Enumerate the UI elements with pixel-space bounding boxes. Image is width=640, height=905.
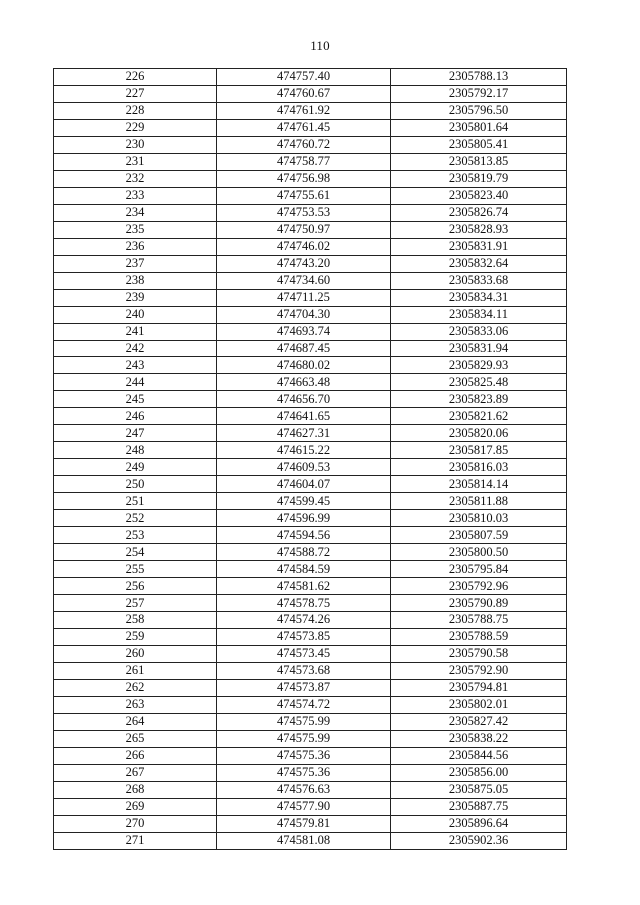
table-row xyxy=(54,306,567,323)
point-number-cell: 269 xyxy=(54,798,217,815)
point-number-cell: 244 xyxy=(54,374,217,391)
y-coordinate-cell: 2305807.59 xyxy=(391,527,567,544)
y-coordinate-cell: 2305816.03 xyxy=(391,459,567,476)
x-coordinate-cell: 474760.67 xyxy=(217,85,391,102)
x-coordinate-cell: 474574.26 xyxy=(217,612,391,629)
table-row xyxy=(54,781,567,798)
x-coordinate-cell: 474680.02 xyxy=(217,357,391,374)
x-coordinate-cell: 474753.53 xyxy=(217,204,391,221)
table-row xyxy=(54,527,567,544)
table-row xyxy=(54,102,567,119)
table-row xyxy=(54,340,567,357)
point-number-cell: 265 xyxy=(54,730,217,747)
y-coordinate-cell: 2305817.85 xyxy=(391,442,567,459)
x-coordinate-cell: 474604.07 xyxy=(217,476,391,493)
table-row xyxy=(54,798,567,815)
x-coordinate-cell: 474573.85 xyxy=(217,628,391,645)
table-row xyxy=(54,119,567,136)
point-number-cell: 237 xyxy=(54,255,217,272)
x-coordinate-cell: 474663.48 xyxy=(217,374,391,391)
point-number-cell: 240 xyxy=(54,306,217,323)
y-coordinate-cell: 2305821.62 xyxy=(391,408,567,425)
point-number-cell: 247 xyxy=(54,425,217,442)
x-coordinate-cell: 474743.20 xyxy=(217,255,391,272)
x-coordinate-cell: 474574.72 xyxy=(217,696,391,713)
x-coordinate-cell: 474734.60 xyxy=(217,272,391,289)
y-coordinate-cell: 2305902.36 xyxy=(391,832,567,849)
table-row xyxy=(54,289,567,306)
y-coordinate-cell: 2305788.13 xyxy=(391,69,567,86)
x-coordinate-cell: 474656.70 xyxy=(217,391,391,408)
y-coordinate-cell: 2305792.17 xyxy=(391,85,567,102)
x-coordinate-cell: 474627.31 xyxy=(217,425,391,442)
y-coordinate-cell: 2305832.64 xyxy=(391,255,567,272)
table-row xyxy=(54,323,567,340)
point-number-cell: 233 xyxy=(54,187,217,204)
x-coordinate-cell: 474641.65 xyxy=(217,408,391,425)
y-coordinate-cell: 2305810.03 xyxy=(391,510,567,527)
x-coordinate-cell: 474573.45 xyxy=(217,645,391,662)
point-number-cell: 230 xyxy=(54,136,217,153)
y-coordinate-cell: 2305813.85 xyxy=(391,153,567,170)
y-coordinate-cell: 2305831.94 xyxy=(391,340,567,357)
x-coordinate-cell: 474575.99 xyxy=(217,713,391,730)
point-number-cell: 271 xyxy=(54,832,217,849)
table-row xyxy=(54,679,567,696)
point-number-cell: 248 xyxy=(54,442,217,459)
table-row xyxy=(54,442,567,459)
page-number: 110 xyxy=(310,38,330,53)
y-coordinate-cell: 2305875.05 xyxy=(391,781,567,798)
y-coordinate-cell: 2305820.06 xyxy=(391,425,567,442)
point-number-cell: 250 xyxy=(54,476,217,493)
point-number-cell: 226 xyxy=(54,69,217,86)
point-number-cell: 235 xyxy=(54,221,217,238)
table-row xyxy=(54,85,567,102)
x-coordinate-cell: 474599.45 xyxy=(217,493,391,510)
point-number-cell: 228 xyxy=(54,102,217,119)
x-coordinate-cell: 474573.68 xyxy=(217,662,391,679)
x-coordinate-cell: 474596.99 xyxy=(217,510,391,527)
y-coordinate-cell: 2305896.64 xyxy=(391,815,567,832)
point-number-cell: 245 xyxy=(54,391,217,408)
x-coordinate-cell: 474687.45 xyxy=(217,340,391,357)
x-coordinate-cell: 474760.72 xyxy=(217,136,391,153)
point-number-cell: 267 xyxy=(54,764,217,781)
table-row xyxy=(54,544,567,561)
point-number-cell: 260 xyxy=(54,645,217,662)
point-number-cell: 231 xyxy=(54,153,217,170)
x-coordinate-cell: 474746.02 xyxy=(217,238,391,255)
x-coordinate-cell: 474575.36 xyxy=(217,747,391,764)
y-coordinate-cell: 2305795.84 xyxy=(391,561,567,578)
y-coordinate-cell: 2305790.89 xyxy=(391,595,567,612)
x-coordinate-cell: 474757.40 xyxy=(217,69,391,86)
y-coordinate-cell: 2305792.96 xyxy=(391,578,567,595)
point-number-cell: 270 xyxy=(54,815,217,832)
y-coordinate-cell: 2305887.75 xyxy=(391,798,567,815)
y-coordinate-cell: 2305790.58 xyxy=(391,645,567,662)
point-number-cell: 242 xyxy=(54,340,217,357)
point-number-cell: 238 xyxy=(54,272,217,289)
x-coordinate-cell: 474581.08 xyxy=(217,832,391,849)
y-coordinate-cell: 2305856.00 xyxy=(391,764,567,781)
y-coordinate-cell: 2305796.50 xyxy=(391,102,567,119)
x-coordinate-cell: 474577.90 xyxy=(217,798,391,815)
x-coordinate-cell: 474576.63 xyxy=(217,781,391,798)
x-coordinate-cell: 474750.97 xyxy=(217,221,391,238)
table-row xyxy=(54,153,567,170)
table-row xyxy=(54,391,567,408)
table-row xyxy=(54,136,567,153)
y-coordinate-cell: 2305819.79 xyxy=(391,170,567,187)
y-coordinate-cell: 2305823.89 xyxy=(391,391,567,408)
y-coordinate-cell: 2305834.31 xyxy=(391,289,567,306)
point-number-cell: 227 xyxy=(54,85,217,102)
y-coordinate-cell: 2305805.41 xyxy=(391,136,567,153)
y-coordinate-cell: 2305826.74 xyxy=(391,204,567,221)
x-coordinate-cell: 474584.59 xyxy=(217,561,391,578)
point-number-cell: 246 xyxy=(54,408,217,425)
x-coordinate-cell: 474573.87 xyxy=(217,679,391,696)
coordinates-table xyxy=(53,68,567,850)
y-coordinate-cell: 2305800.50 xyxy=(391,544,567,561)
y-coordinate-cell: 2305811.88 xyxy=(391,493,567,510)
point-number-cell: 241 xyxy=(54,323,217,340)
table-row xyxy=(54,628,567,645)
x-coordinate-cell: 474756.98 xyxy=(217,170,391,187)
table-row xyxy=(54,459,567,476)
x-coordinate-cell: 474693.74 xyxy=(217,323,391,340)
table-row xyxy=(54,561,567,578)
table-row xyxy=(54,272,567,289)
y-coordinate-cell: 2305825.48 xyxy=(391,374,567,391)
point-number-cell: 262 xyxy=(54,679,217,696)
table-row xyxy=(54,815,567,832)
table-row xyxy=(54,238,567,255)
y-coordinate-cell: 2305844.56 xyxy=(391,747,567,764)
table-row xyxy=(54,713,567,730)
table-row xyxy=(54,730,567,747)
y-coordinate-cell: 2305802.01 xyxy=(391,696,567,713)
x-coordinate-cell: 474755.61 xyxy=(217,187,391,204)
point-number-cell: 253 xyxy=(54,527,217,544)
point-number-cell: 249 xyxy=(54,459,217,476)
x-coordinate-cell: 474594.56 xyxy=(217,527,391,544)
y-coordinate-cell: 2305792.90 xyxy=(391,662,567,679)
y-coordinate-cell: 2305794.81 xyxy=(391,679,567,696)
table-row xyxy=(54,255,567,272)
y-coordinate-cell: 2305838.22 xyxy=(391,730,567,747)
coordinates-table-body xyxy=(54,69,567,850)
point-number-cell: 261 xyxy=(54,662,217,679)
table-row xyxy=(54,595,567,612)
table-row xyxy=(54,425,567,442)
y-coordinate-cell: 2305801.64 xyxy=(391,119,567,136)
y-coordinate-cell: 2305831.91 xyxy=(391,238,567,255)
x-coordinate-cell: 474575.99 xyxy=(217,730,391,747)
x-coordinate-cell: 474578.75 xyxy=(217,595,391,612)
table-row xyxy=(54,696,567,713)
point-number-cell: 266 xyxy=(54,747,217,764)
x-coordinate-cell: 474579.81 xyxy=(217,815,391,832)
point-number-cell: 234 xyxy=(54,204,217,221)
point-number-cell: 251 xyxy=(54,493,217,510)
point-number-cell: 243 xyxy=(54,357,217,374)
table-row xyxy=(54,832,567,849)
x-coordinate-cell: 474761.45 xyxy=(217,119,391,136)
point-number-cell: 229 xyxy=(54,119,217,136)
table-row xyxy=(54,578,567,595)
table-row xyxy=(54,476,567,493)
point-number-cell: 257 xyxy=(54,595,217,612)
x-coordinate-cell: 474615.22 xyxy=(217,442,391,459)
table-row xyxy=(54,221,567,238)
table-row xyxy=(54,357,567,374)
x-coordinate-cell: 474609.53 xyxy=(217,459,391,476)
y-coordinate-cell: 2305833.68 xyxy=(391,272,567,289)
table-row xyxy=(54,493,567,510)
point-number-cell: 268 xyxy=(54,781,217,798)
point-number-cell: 264 xyxy=(54,713,217,730)
y-coordinate-cell: 2305788.75 xyxy=(391,612,567,629)
point-number-cell: 239 xyxy=(54,289,217,306)
table-row xyxy=(54,69,567,86)
y-coordinate-cell: 2305828.93 xyxy=(391,221,567,238)
point-number-cell: 254 xyxy=(54,544,217,561)
point-number-cell: 263 xyxy=(54,696,217,713)
x-coordinate-cell: 474575.36 xyxy=(217,764,391,781)
point-number-cell: 255 xyxy=(54,561,217,578)
y-coordinate-cell: 2305834.11 xyxy=(391,306,567,323)
table-row xyxy=(54,170,567,187)
y-coordinate-cell: 2305814.14 xyxy=(391,476,567,493)
point-number-cell: 236 xyxy=(54,238,217,255)
x-coordinate-cell: 474711.25 xyxy=(217,289,391,306)
y-coordinate-cell: 2305833.06 xyxy=(391,323,567,340)
table-row xyxy=(54,645,567,662)
x-coordinate-cell: 474581.62 xyxy=(217,578,391,595)
point-number-cell: 259 xyxy=(54,628,217,645)
table-row xyxy=(54,747,567,764)
table-row xyxy=(54,764,567,781)
x-coordinate-cell: 474758.77 xyxy=(217,153,391,170)
point-number-cell: 258 xyxy=(54,612,217,629)
table-row xyxy=(54,612,567,629)
y-coordinate-cell: 2305827.42 xyxy=(391,713,567,730)
table-row xyxy=(54,374,567,391)
y-coordinate-cell: 2305788.59 xyxy=(391,628,567,645)
table-row xyxy=(54,187,567,204)
table-row xyxy=(54,408,567,425)
y-coordinate-cell: 2305829.93 xyxy=(391,357,567,374)
point-number-cell: 232 xyxy=(54,170,217,187)
x-coordinate-cell: 474588.72 xyxy=(217,544,391,561)
point-number-cell: 256 xyxy=(54,578,217,595)
table-row xyxy=(54,204,567,221)
x-coordinate-cell: 474761.92 xyxy=(217,102,391,119)
table-row xyxy=(54,662,567,679)
point-number-cell: 252 xyxy=(54,510,217,527)
table-row xyxy=(54,510,567,527)
x-coordinate-cell: 474704.30 xyxy=(217,306,391,323)
y-coordinate-cell: 2305823.40 xyxy=(391,187,567,204)
